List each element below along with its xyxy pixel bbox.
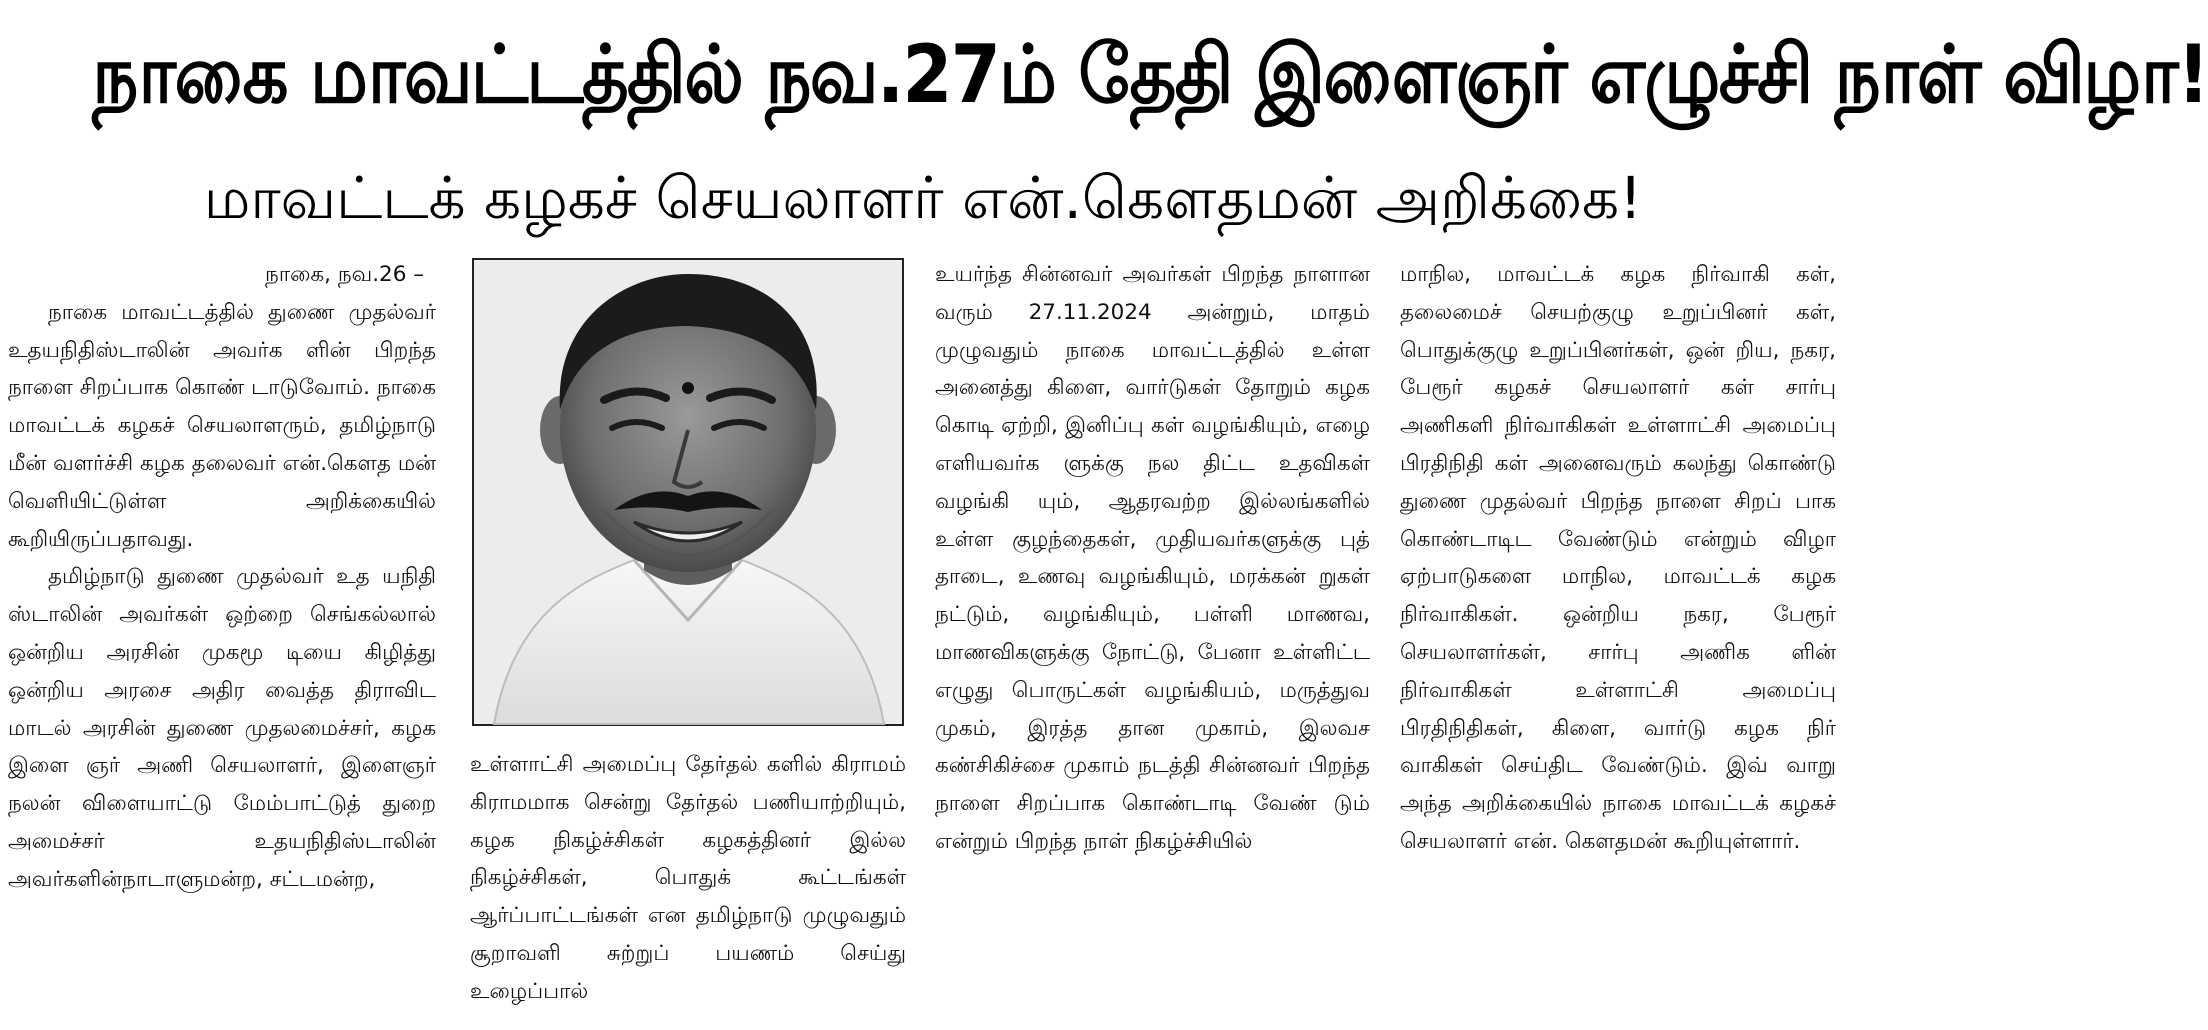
column1-paragraph-2: தமிழ்நாடு துணை முதல்வர் உத யநிதி ஸ்டாலின் அவர்கள் ஒற்றை செங்கல்லால் ஒன்றிய அரசின் முகமூ டியை கிழித்து ஒன்றிய அரசை அதிர வைத்த திராவிட மாடல் அரசின் துணை முதலமைச்சர், கழக இளை ஞர் அணி செயலாளர், இளைஞர் நலன் விளையாட்டு மேம்பாட்டுத் துறை அமைச்சர் உதயநிதிஸ்டாலின் அவர்களின்நாடாளுமன்ற, சட்டமன்ற,: [8, 564, 436, 892]
portrait-photo: [472, 258, 904, 726]
column2-paragraph-1: உள்ளாட்சி அமைப்பு தேர்தல் களில் கிராமம் கிராமமாக சென்று தேர்தல் பணியாற்றியும், கழக நிகழ்ச்சிகள் கழகத்தினர் இல்ல நிகழ்ச்சிகள், பொதுக் கூட்டங்கள் ஆர்ப்பாட்டங்கள் என தமிழ்நாடு முழுவதும் சூறாவளி சுற்றுப் பயணம் செய்து உழைப்பால்: [470, 752, 906, 1004]
column3-paragraph-1: உயர்ந்த சின்னவர் அவர்கள் பிறந்த நாளான வரும் 27.11.2024 அன்றும், மாதம் முழுவதும் நாகை மாவட்டத்தில் உள்ள அனைத்து கிளை, வார்டுகள் தோறும் கழக கொடி ஏற்றி, இனிப்பு கள் வழங்கியும், எழை எளியவர்க ளுக்கு நல திட்ட உதவிகள் வழங்கி யும், ஆதரவற்ற இல்லங்களில் உள்ள குழந்தைகள், முதியவர்களுக்கு புத் தாடை, உணவு வழங்கியும், மரக்கன் றுகள் நட்டும், வழங்கியும், பள்ளி மாணவ, மாணவிகளுக்கு நோட்டு, பேனா உள்ளிட்ட எழுது பொருட்கள் வழங்கியம், மருத்துவ முகம், இரத்த தான முகாம், இலவச கண்சிகிச்சை முகாம் நடத்தி சின்னவர் பிறந்த நாளை சிறப்பாக கொண்டாடி வேண் டும் என்றும் பிறந்த நாள் நிகழ்ச்சியில்: [935, 262, 1370, 854]
headline: நாகை மாவட்டத்தில் நவ.27ம் தேதி இளைஞர் எழுச்சி நாள் விழா!: [92, 28, 2208, 121]
article-column-4: [1400, 256, 1836, 861]
article-column-1: [8, 256, 436, 899]
column1-paragraph-1: நாகை மாவட்டத்தில் துணை முதல்வர் உதயநிதிஸ்டாலின் அவர்க ளின் பிறந்த நாளை சிறப்பாக கொண் டாடுவோம். நாகை மாவட்டக் கழகச் செயலாளரும், தமிழ்நாடு மீன் வளர்ச்சி கழக தலைவர் என்.கௌத மன் வெளியிட்டுள்ள அறிக்கையில் கூறியிருப்பதாவது.: [8, 299, 436, 552]
subheadline: மாவட்டக் கழகச் செயலாளர் என்.கௌதமன் அறிக்கை!: [203, 164, 1643, 232]
dateline: நாகை, நவ.26 –: [265, 262, 424, 287]
column4-paragraph-1: மாநில, மாவட்டக் கழக நிர்வாகி கள், தலைமைச் செயற்குழு உறுப்பினர் கள், பொதுக்குழு உறுப்பினர்கள், ஒன் றிய, நகர, பேரூர் கழகச் செயலாளர் கள் சார்பு அணிகளி நிர்வாகிகள் உள்ளாட்சி அமைப்பு பிரதிநிதி கள் அனைவரும் கலந்து கொண்டு துணை முதல்வர் பிறந்த நாளை சிறப் பாக கொண்டாடிட வேண்டும் என்றும் விழா ஏற்பாடுகளை மாநில, மாவட்டக் கழக நிர்வாகிகள். ஒன்றிய நகர, பேரூர் செயலாளர்கள், சார்பு அணிக ளின் நிர்வாகிகள் உள்ளாட்சி அமைப்பு பிரதிநிதிகள், கிளை, வார்டு கழக நிர் வாகிகள் செய்திட வேண்டும். இவ் வாறு அந்த அறிக்கையில் நாகை மாவட்டக் கழகச் செயலாளர் என். கௌதமன் கூறியுள்ளார்.: [1400, 262, 1836, 854]
article-column-2: [470, 746, 906, 1011]
portrait-illustration: [474, 260, 902, 724]
article-column-3: [935, 256, 1370, 861]
